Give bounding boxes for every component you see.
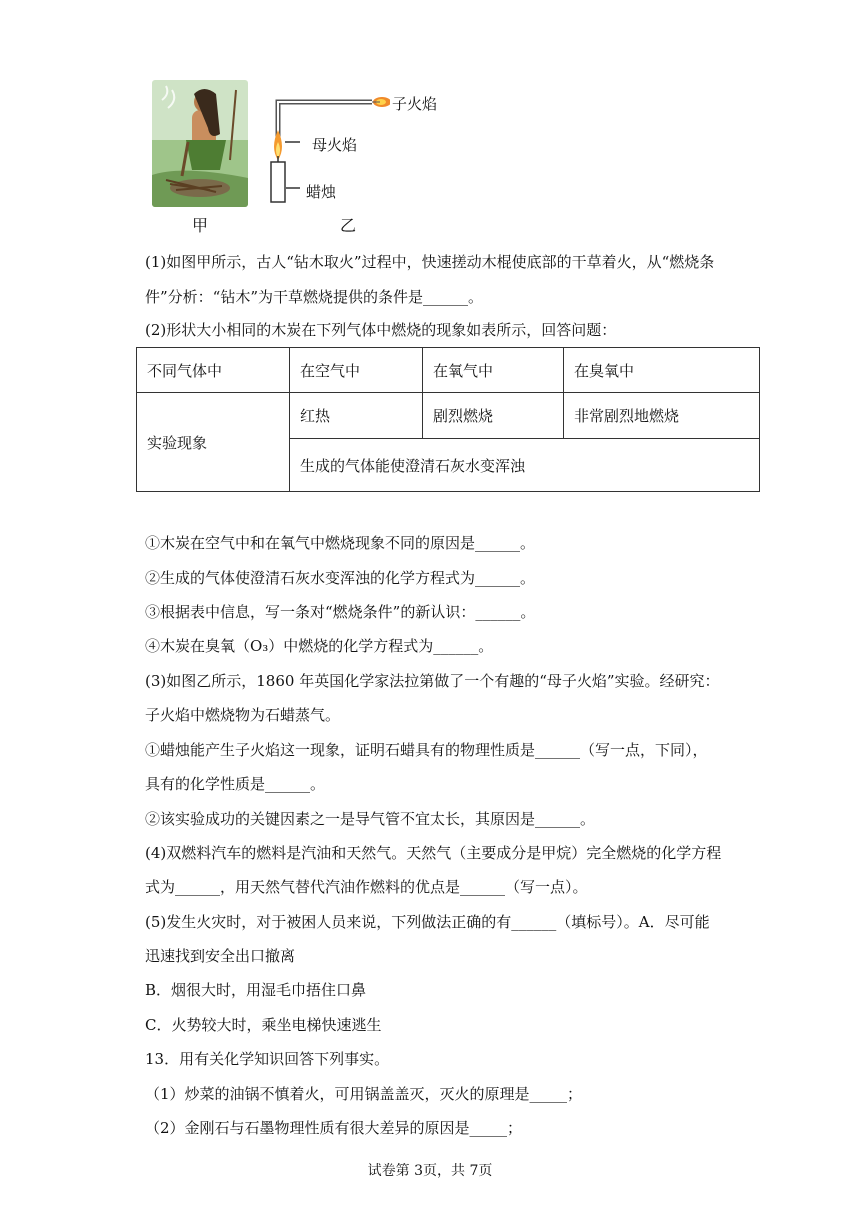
question-line: 式为______，用天然气替代汽油作燃料的优点是______（写一点）。 bbox=[145, 878, 588, 896]
question-line: ②该实验成功的关键因素之一是导气管不宜太长，其原因是______。 bbox=[145, 810, 596, 828]
question-line: ④木炭在臭氧（O₃）中燃烧的化学方程式为______。 bbox=[145, 637, 494, 655]
question-line: ②生成的气体使澄清石灰水变浑浊的化学方程式为______。 bbox=[145, 569, 536, 587]
table-header-cell: 在氧气中 bbox=[423, 348, 564, 393]
table-cell: 非常剧烈地燃烧 bbox=[564, 393, 760, 439]
table-cell: 剧烈燃烧 bbox=[423, 393, 564, 439]
question-line: C．火势较大时，乘坐电梯快速逃生 bbox=[145, 1016, 382, 1034]
question-line: ①蜡烛能产生子火焰这一现象，证明石蜡具有的物理性质是______（写一点，下同）， bbox=[145, 741, 708, 759]
question-line: (5)发生火灾时，对于被困人员来说，下列做法正确的有______（填标号）。A．尽可能 bbox=[145, 913, 710, 931]
figure-caption-jia: 甲 bbox=[192, 216, 209, 235]
page-footer: 试卷第 3页，共 7页 bbox=[367, 1163, 493, 1179]
figure-area bbox=[150, 80, 480, 235]
candle-icon bbox=[271, 162, 285, 202]
question-line: 具有的化学性质是______。 bbox=[145, 775, 326, 793]
question-line: (2)形状大小相同的木炭在下列气体中燃烧的现象如表所示，回答问题： bbox=[145, 321, 617, 339]
table-row-label: 实验现象 bbox=[137, 393, 290, 492]
table-cell: 红热 bbox=[290, 393, 423, 439]
question-line: ①木炭在空气中和在氧气中燃烧现象不同的原因是______。 bbox=[145, 534, 536, 552]
question-line: 件”分析：“钻木”为干草燃烧提供的条件是______。 bbox=[145, 288, 484, 306]
label-child-flame: 子火焰 bbox=[392, 95, 438, 113]
label-mother-flame: 母火焰 bbox=[312, 136, 358, 154]
combustion-table bbox=[136, 347, 760, 492]
question-line: ③根据表中信息，写一条对“燃烧条件”的新认识：______。 bbox=[145, 603, 536, 621]
question-line: 13．用有关化学知识回答下列事实。 bbox=[145, 1050, 390, 1068]
table-header-cell: 在空气中 bbox=[290, 348, 423, 393]
question-line: （1）炒菜的油锅不慎着火，可用锅盖盖灭，灭火的原理是_____； bbox=[145, 1085, 583, 1103]
figure-jia-illustration bbox=[152, 80, 248, 207]
question-line: B．烟很大时，用湿毛巾捂住口鼻 bbox=[145, 981, 367, 999]
question-line: 子火焰中燃烧物为石蜡蒸气。 bbox=[145, 706, 341, 724]
question-line: (3)如图乙所示，1860 年英国化学家法拉第做了一个有趣的“母子火焰”实验。经研究： bbox=[145, 672, 720, 690]
table-header-cell: 不同气体中 bbox=[137, 348, 290, 393]
question-line: 迅速找到安全出口撤离 bbox=[145, 947, 296, 965]
question-line: （2）金刚石与石墨物理性质有很大差异的原因是_____； bbox=[145, 1119, 523, 1137]
figure-caption-yi: 乙 bbox=[340, 216, 357, 235]
question-line: (4)双燃料汽车的燃料是汽油和天然气。天然气（主要成分是甲烷）完全燃烧的化学方程 bbox=[145, 844, 722, 862]
table-cell-merged: 生成的气体能使澄清石灰水变浑浊 bbox=[290, 439, 760, 492]
label-candle: 蜡烛 bbox=[306, 183, 337, 201]
question-line: (1)如图甲所示，古人“钻木取火”过程中，快速搓动木棍使底部的干草着火，从“燃烧条 bbox=[145, 253, 715, 271]
table-header-cell: 在臭氧中 bbox=[564, 348, 760, 393]
